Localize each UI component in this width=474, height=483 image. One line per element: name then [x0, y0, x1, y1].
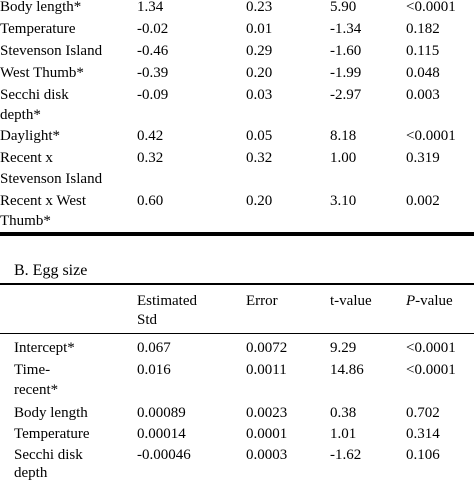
- p-value-cell: 0.115: [406, 43, 440, 59]
- header-row: [0, 291, 474, 311]
- error-cell: 0.0003: [246, 447, 288, 463]
- error-cell: 0.0023: [246, 405, 288, 421]
- header-t-value: t-value: [330, 293, 372, 309]
- header-row-continuation: [0, 310, 474, 330]
- estimate-cell: -0.00046: [137, 447, 191, 463]
- row-label: Secchi disk: [0, 87, 69, 103]
- table-row: [0, 126, 474, 146]
- p-value-cell: <0.0001: [406, 362, 456, 378]
- error-cell: 0.20: [246, 65, 273, 81]
- table-row-continuation: [0, 211, 474, 231]
- table-row: [0, 424, 474, 444]
- error-cell: 0.0072: [246, 340, 288, 356]
- error-cell: 0.0001: [246, 426, 288, 442]
- row-label-continuation: depth*: [0, 107, 41, 123]
- p-value-cell: 0.702: [406, 405, 440, 421]
- table-row: [0, 0, 474, 17]
- estimate-cell: 0.42: [137, 128, 164, 144]
- p-value-cell: 0.182: [406, 21, 440, 37]
- error-cell: 0.32: [246, 150, 273, 166]
- table-row: [0, 63, 474, 83]
- estimate-cell: -0.02: [137, 21, 169, 37]
- row-label-continuation: depth: [14, 465, 48, 481]
- error-cell: 0.20: [246, 193, 273, 209]
- t-value-cell: -1.99: [330, 65, 362, 81]
- error-cell: 0.05: [246, 128, 273, 144]
- t-value-cell: 3.10: [330, 193, 357, 209]
- t-value-cell: -1.34: [330, 21, 362, 37]
- p-value-cell: <0.0001: [406, 340, 456, 356]
- error-cell: 0.01: [246, 21, 273, 37]
- row-label: Temperature: [14, 426, 90, 442]
- row-label: West Thumb*: [0, 65, 84, 81]
- row-label: Daylight*: [0, 128, 60, 144]
- row-label: Recent x West: [0, 193, 86, 209]
- t-value-cell: 1.01: [330, 426, 357, 442]
- row-label: Temperature: [0, 21, 76, 37]
- table-row: [0, 148, 474, 168]
- estimate-cell: 0.067: [137, 340, 171, 356]
- p-value-cell: 0.319: [406, 150, 440, 166]
- header-p-value: [406, 291, 453, 311]
- table-row: [0, 338, 474, 358]
- t-value-cell: -1.60: [330, 43, 362, 59]
- p-value-cell: 0.106: [406, 447, 440, 463]
- estimate-cell: 0.00014: [137, 426, 186, 442]
- estimate-cell: -0.46: [137, 43, 169, 59]
- header-p-rest: -value: [415, 293, 453, 309]
- table-row-continuation: [0, 169, 474, 189]
- p-value-cell: 0.002: [406, 193, 440, 209]
- row-label-continuation: Thumb*: [0, 213, 51, 229]
- row-label: Stevenson Island: [0, 43, 103, 59]
- row-label: Intercept*: [14, 340, 75, 356]
- row-label: Secchi disk: [14, 447, 83, 463]
- p-value-cell: 0.003: [406, 87, 440, 103]
- header-error: Error: [246, 293, 278, 309]
- row-label: Recent x: [0, 150, 53, 166]
- t-value-cell: -2.97: [330, 87, 362, 103]
- table-b-title: B. Egg size: [14, 262, 88, 279]
- t-value-cell: 1.00: [330, 150, 357, 166]
- header-std: Std: [137, 312, 158, 328]
- table-row: [0, 41, 474, 61]
- table-row: [0, 403, 474, 423]
- t-value-cell: 0.38: [330, 405, 357, 421]
- p-value-cell: <0.0001: [406, 128, 456, 144]
- row-label-continuation: Stevenson Island: [0, 171, 103, 187]
- table-row: [0, 360, 474, 380]
- header-top-rule: [0, 283, 474, 285]
- estimate-cell: -0.39: [137, 65, 169, 81]
- estimate-cell: 0.00089: [137, 405, 186, 421]
- p-value-cell: 0.314: [406, 426, 440, 442]
- p-value-cell: 0.048: [406, 65, 440, 81]
- row-label: Body length*: [0, 0, 82, 15]
- header-bottom-rule: [0, 333, 474, 334]
- header-p-italic: P: [406, 293, 416, 309]
- table-row: [0, 19, 474, 39]
- estimate-cell: 0.016: [137, 362, 171, 378]
- t-value-cell: 5.90: [330, 0, 357, 15]
- estimate-cell: 1.34: [137, 0, 164, 15]
- table-row: [0, 85, 474, 105]
- p-value-cell: <0.0001: [406, 0, 456, 15]
- table-bottom-rule: [0, 232, 474, 236]
- t-value-cell: 9.29: [330, 340, 357, 356]
- t-value-cell: 8.18: [330, 128, 357, 144]
- estimate-cell: 0.60: [137, 193, 164, 209]
- t-value-cell: -1.62: [330, 447, 362, 463]
- error-cell: 0.0011: [246, 362, 287, 378]
- error-cell: 0.29: [246, 43, 273, 59]
- error-cell: 0.23: [246, 0, 273, 15]
- estimate-cell: 0.32: [137, 150, 164, 166]
- table-row-continuation: [0, 380, 474, 400]
- table-row: [0, 191, 474, 211]
- table-row-continuation: [0, 463, 474, 483]
- row-label-continuation: recent*: [14, 382, 59, 398]
- t-value-cell: 14.86: [330, 362, 364, 378]
- header-estimated: Estimated: [137, 293, 197, 309]
- row-label: Body length: [14, 405, 88, 421]
- estimate-cell: -0.09: [137, 87, 169, 103]
- table-row: [0, 445, 474, 465]
- table-row-continuation: [0, 105, 474, 125]
- row-label: Time-: [14, 362, 51, 378]
- error-cell: 0.03: [246, 87, 273, 103]
